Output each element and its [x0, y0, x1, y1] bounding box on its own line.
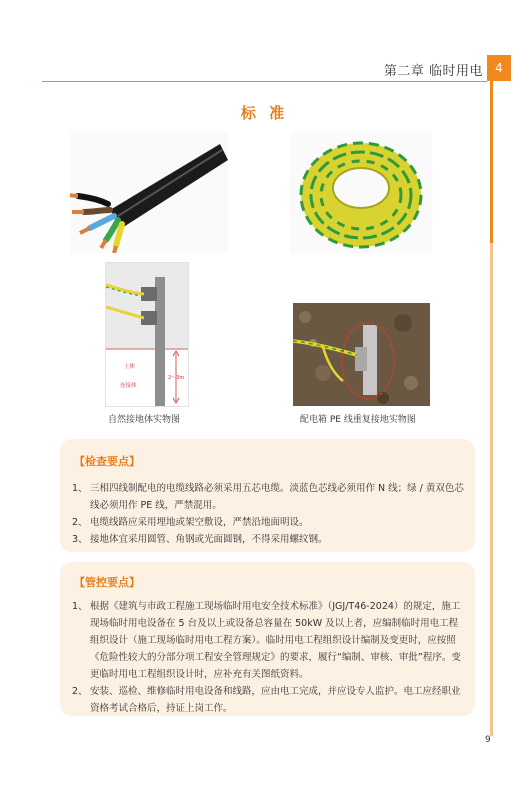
- list-item: [72, 480, 464, 514]
- chapter-title: 第二章 临时用电: [383, 64, 483, 79]
- list-item: [72, 514, 464, 531]
- item-number: 1、: [72, 483, 88, 494]
- item-number: 2、: [72, 686, 88, 697]
- section-title: 标 准: [240, 104, 289, 122]
- item-text: 安装、巡检、维修临时用电设备和线路，应由电工完成，并应设专人监护。电工应经职业资格考试合格后，持证上岗工作。: [90, 686, 461, 714]
- item-number: 2、: [72, 517, 88, 528]
- control-heading: 【管控要点】: [74, 576, 140, 589]
- chapter-number-tab: 4: [487, 55, 511, 81]
- control-points-box: [60, 562, 475, 716]
- item-number: 3、: [72, 534, 88, 545]
- pe-grounding-caption: 配电箱 PE 线重复接地实物图: [300, 415, 416, 425]
- list-item: [72, 531, 464, 548]
- list-item: [72, 683, 464, 717]
- five-core-cable-photo: [70, 132, 228, 253]
- pe-repeat-grounding-photo: [293, 303, 430, 406]
- item-number: 1、: [72, 601, 88, 612]
- depth-label: 2～3m: [168, 375, 185, 381]
- item-text: 根据《建筑与市政工程施工现场临时用电安全技术标准》（JGJ/T46-2024）的规定，施工现场临时用电设备在 5 台及以上或设备总容量在 50kW 及以上者，应编制临时用电工程组织设计（施工现场临时用电工程方案）。临时用电工程组织设计编制及变更时，应按照《危险性较大的分部分项工程安全管理规定》的要求，履行“编制、审核、审批”程序。变更临时用电工程组织设计时，应补充有关图纸资料。: [90, 601, 461, 680]
- connector-label: 连接体: [120, 383, 137, 389]
- item-text: 三相四线制配电的电缆线路必须采用五芯电缆。淡蓝色芯线必须用作 N 线；绿 / 黄双色芯线必须用作 PE 线，严禁混用。: [90, 483, 464, 511]
- header-rule: [42, 81, 487, 82]
- page-number: 9: [485, 735, 491, 745]
- yellow-green-wire-coil-photo: [290, 132, 432, 253]
- control-list: [72, 598, 464, 717]
- natural-grounding-caption: 自然接地体实物图: [108, 415, 181, 425]
- list-item: [72, 598, 464, 683]
- item-text: 电缆线路应采用埋地或架空敷设，严禁沿地面明设。: [90, 517, 309, 528]
- inspection-heading: 【检查要点】: [74, 455, 140, 468]
- inspection-points-box: [60, 439, 475, 552]
- item-text: 接地体宜采用圆管、角钢或光面圆钢，不得采用螺纹钢。: [90, 534, 328, 545]
- inspection-list: [72, 480, 464, 548]
- natural-grounding-photo: [105, 262, 189, 407]
- soil-label: 土体: [124, 364, 136, 370]
